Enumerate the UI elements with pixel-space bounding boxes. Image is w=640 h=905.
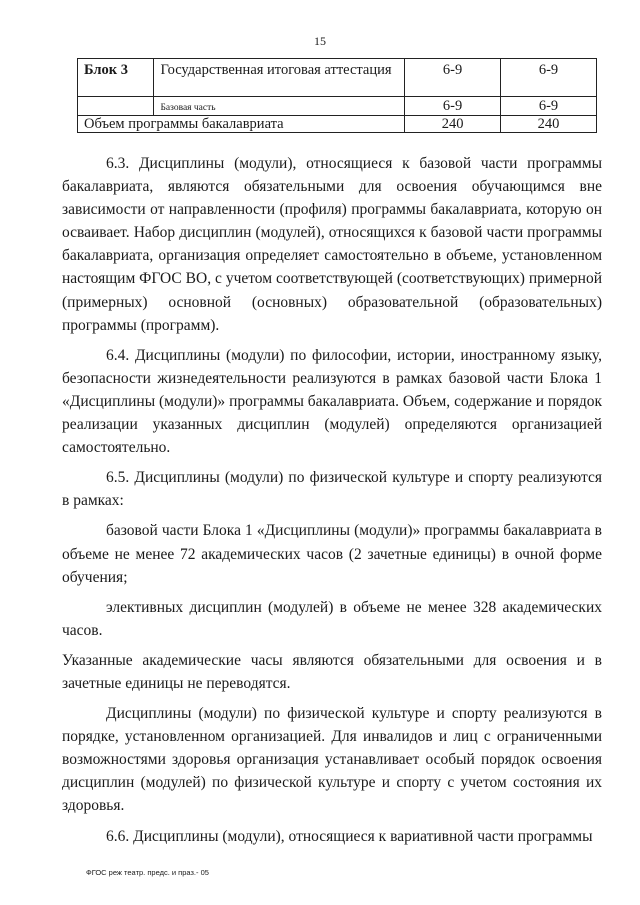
table-row-total: [78, 116, 597, 133]
table-row: [78, 59, 597, 97]
total-label-cell: Объем программы бакалавриата: [78, 116, 405, 133]
paragraph: базовой части Блока 1 «Дисциплины (модули)» программы бакалавриата в объеме не менее 72 академических часов (2 зачетные единицы) в очной форме обучения;: [62, 522, 602, 586]
credit-table: [77, 58, 597, 133]
paragraph: 6.3. Дисциплины (модули), относящиеся к базовой части программы бакалавриата, являются обязательными для освоения обучающимся вне зависимости от направленности (профиля) программы бакалавриата, которую он осваивает. Набор дисциплин (модулей), относящихся к базовой части программы бакалавриата, организация определяет самостоятельно в объеме, установленном настоящим ФГОС ВО, с учетом соответствующей (соответствующих) примерной (примерных) основной (основных) образовательной (образовательных) программы (программ).: [62, 155, 602, 334]
value-cell: 6-9: [405, 97, 501, 116]
value-cell: 6-9: [501, 59, 597, 97]
value-cell: 6-9: [501, 97, 597, 116]
paragraph: 6.5. Дисциплины (модули) по физической культуре и спорту реализуются в рамках:: [62, 469, 602, 510]
paragraph: Дисциплины (модули) по физической культуре и спорту реализуются в порядке, установленном организацией. Для инвалидов и лиц с ограниченными возможностями здоровья организация устанавливает особый порядок освоения дисциплин (модулей) по физической культуре и спорту с учетом состояния их здоровья.: [62, 705, 602, 815]
document-body: [62, 152, 602, 855]
value-cell: 6-9: [405, 59, 501, 97]
value-cell: 240: [501, 116, 597, 133]
page-number: 15: [314, 34, 326, 48]
name-cell: Государственная итоговая аттестация: [154, 59, 405, 97]
paragraph: 6.6. Дисциплины (модули), относящиеся к вариативной части программы: [106, 827, 593, 845]
paragraph: Указанные академические часы являются обязательными для освоения и в зачетные единицы не переводятся.: [62, 651, 602, 692]
table-row: [78, 97, 597, 116]
block-cell: [78, 97, 154, 116]
paragraph: элективных дисциплин (модулей) в объеме не менее 328 академических часов.: [62, 598, 602, 639]
value-cell: 240: [405, 116, 501, 133]
name-cell: Базовая часть: [154, 97, 405, 116]
footer-note: ФГОС реж театр. предс. и праз.- 05: [86, 868, 209, 877]
paragraph: 6.4. Дисциплины (модули) по философии, истории, иностранному языку, безопасности жизнедеятельности реализуются в рамках базовой части Блока 1 «Дисциплины (модули)» программы бакалавриата. Объем, содержание и порядок реализации указанных дисциплин (модулей) определяются организацией самостоятельно.: [62, 346, 602, 457]
block-cell: Блок 3: [78, 59, 154, 97]
